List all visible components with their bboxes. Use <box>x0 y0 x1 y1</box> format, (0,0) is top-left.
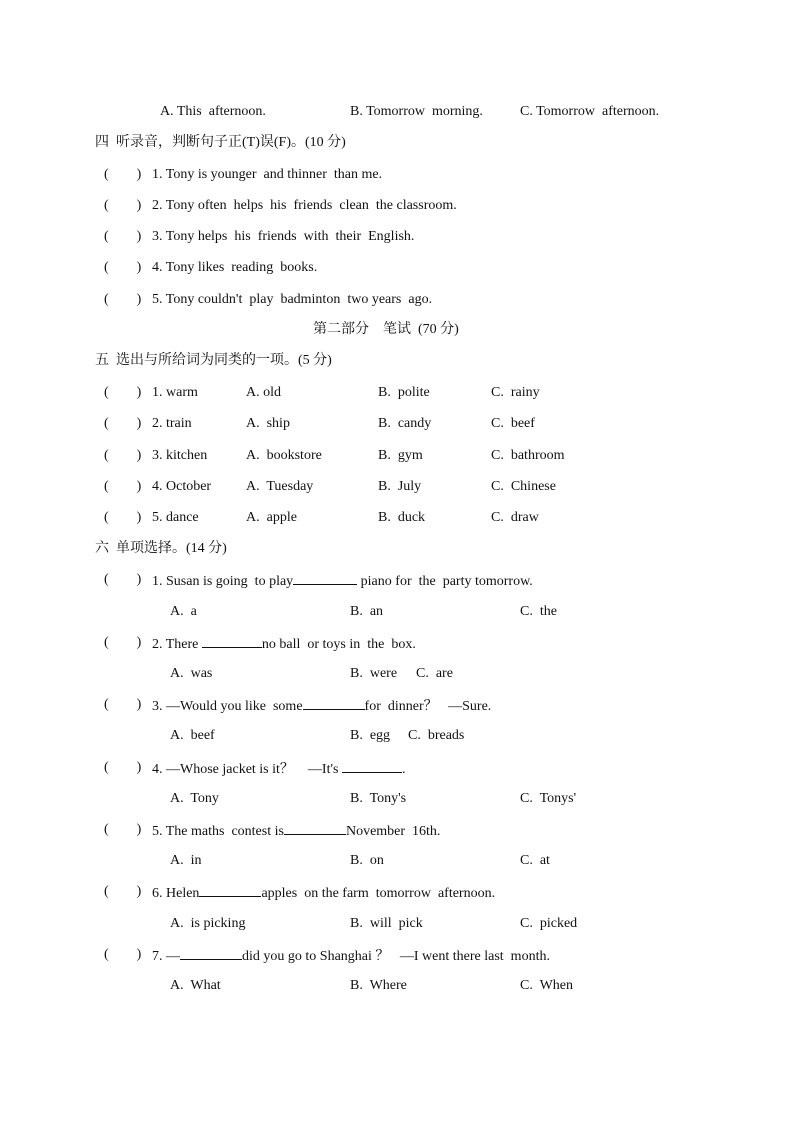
s5-question: 4. October <box>152 479 212 494</box>
option-a: A. This afternoon. <box>160 104 266 119</box>
question-text: 6. Helen <box>152 886 200 901</box>
s6-option-c: C. the <box>520 604 557 619</box>
fill-blank[interactable] <box>303 696 365 710</box>
s6-option-b: B. will pick <box>350 916 423 931</box>
section5-title: 五 选出与所给词为同类的一项。(5 分) <box>95 353 332 368</box>
s6-option-b: B. were <box>350 666 398 681</box>
s6-option-b: B. egg <box>350 728 391 743</box>
question-text: 1. Susan is going to play <box>152 574 294 589</box>
s5-question: 2. train <box>152 416 192 431</box>
question-text: piano for the party tomorrow. <box>357 574 533 589</box>
answer-paren[interactable]: ( ) <box>104 448 142 463</box>
s5-option-c: C. rainy <box>491 385 540 400</box>
s5-option-a: A. Tuesday <box>246 479 314 494</box>
section4-item: 5. Tony couldn't play badminton two years ago. <box>152 292 433 307</box>
s5-question: 1. warm <box>152 385 198 400</box>
s6-option-a: A. is picking <box>170 916 246 931</box>
s6-option-a: A. What <box>170 978 221 993</box>
s6-question <box>152 946 550 966</box>
s5-option-b: B. gym <box>378 448 423 463</box>
s6-option-b: B. Tony's <box>350 791 407 806</box>
answer-paren[interactable]: ( ) <box>104 572 142 587</box>
s5-option-a: A. ship <box>246 416 290 431</box>
s6-option-c: C. picked <box>520 916 578 931</box>
question-text: for dinner？ —Sure. <box>364 699 492 714</box>
answer-paren[interactable]: ( ) <box>104 947 142 962</box>
s6-question <box>152 634 416 654</box>
s5-option-c: C. beef <box>491 416 535 431</box>
option-c: C. Tomorrow afternoon. <box>520 104 660 119</box>
answer-paren[interactable]: ( ) <box>104 479 142 494</box>
question-text: November 16th. <box>345 824 441 839</box>
question-text: no ball or toys in the box. <box>261 637 416 652</box>
s5-option-b: B. polite <box>378 385 430 400</box>
s5-option-a: A. apple <box>246 510 297 525</box>
fill-blank[interactable] <box>180 946 242 960</box>
question-text: . <box>401 762 406 777</box>
s6-option-c: C. Tonys' <box>520 791 577 806</box>
s5-option-c: C. bathroom <box>491 448 565 463</box>
section4-item: 3. Tony helps his friends with their English. <box>152 229 415 244</box>
fill-blank[interactable] <box>342 759 402 773</box>
s6-option-a: A. Tony <box>170 791 219 806</box>
answer-paren[interactable]: ( ) <box>104 260 142 275</box>
section4-item: 1. Tony is younger and thinner than me. <box>152 167 383 182</box>
s5-option-b: B. duck <box>378 510 426 525</box>
answer-paren[interactable]: ( ) <box>104 292 142 307</box>
question-text: apples on the farm tomorrow afternoon. <box>261 886 496 901</box>
answer-paren[interactable]: ( ) <box>104 697 142 712</box>
answer-paren[interactable]: ( ) <box>104 760 142 775</box>
question-text: 2. There <box>152 637 202 652</box>
answer-paren[interactable]: ( ) <box>104 198 142 213</box>
section4-item: 2. Tony often helps his friends clean the classroom. <box>152 198 457 213</box>
answer-paren[interactable]: ( ) <box>104 167 142 182</box>
s5-option-a: A. old <box>246 385 281 400</box>
option-b: B. Tomorrow morning. <box>350 104 483 119</box>
s5-question: 5. dance <box>152 510 199 525</box>
s6-question <box>152 696 491 716</box>
s5-question: 3. kitchen <box>152 448 208 463</box>
question-text: 3. —Would you like some <box>152 699 303 714</box>
s6-question <box>152 759 405 779</box>
s6-option-a: A. was <box>170 666 213 681</box>
s5-option-c: C. draw <box>491 510 539 525</box>
section4-item: 4. Tony likes reading books. <box>152 260 318 275</box>
fill-blank[interactable] <box>202 634 262 648</box>
fill-blank[interactable] <box>293 571 357 585</box>
s5-option-a: A. bookstore <box>246 448 322 463</box>
s6-option-c: C. When <box>520 978 574 993</box>
s6-option-c: C. breads <box>408 728 465 743</box>
part2-title: 第二部分 笔试 (70 分) <box>313 322 459 337</box>
s5-option-b: B. July <box>378 479 422 494</box>
section6-title: 六 单项选择。(14 分) <box>95 541 227 556</box>
s6-option-a: A. in <box>170 853 202 868</box>
fill-blank[interactable] <box>199 883 261 897</box>
s6-option-c: C. are <box>416 666 453 681</box>
s6-option-b: B. an <box>350 604 384 619</box>
question-text: did you go to Shanghai ？ —I went there last month. <box>242 949 550 964</box>
s6-option-a: A. a <box>170 604 197 619</box>
section4-title: 四 听录音，判断句子正(T)误(F)。(10 分) <box>95 135 346 150</box>
s5-option-b: B. candy <box>378 416 432 431</box>
question-text: 5. The maths contest is <box>152 824 284 839</box>
question-text: 7. — <box>152 949 180 964</box>
s6-question <box>152 821 440 841</box>
answer-paren[interactable]: ( ) <box>104 884 142 899</box>
answer-paren[interactable]: ( ) <box>104 635 142 650</box>
answer-paren[interactable]: ( ) <box>104 822 142 837</box>
fill-blank[interactable] <box>284 821 346 835</box>
s6-option-c: C. at <box>520 853 550 868</box>
answer-paren[interactable]: ( ) <box>104 510 142 525</box>
s6-question <box>152 883 495 903</box>
answer-paren[interactable]: ( ) <box>104 416 142 431</box>
s6-option-b: B. Where <box>350 978 407 993</box>
s6-question <box>152 571 533 591</box>
s5-option-c: C. Chinese <box>491 479 556 494</box>
question-text: 4. —Whose jacket is it？ —It's <box>152 762 342 777</box>
answer-paren[interactable]: ( ) <box>104 385 142 400</box>
s6-option-b: B. on <box>350 853 384 868</box>
s6-option-a: A. beef <box>170 728 215 743</box>
answer-paren[interactable]: ( ) <box>104 229 142 244</box>
